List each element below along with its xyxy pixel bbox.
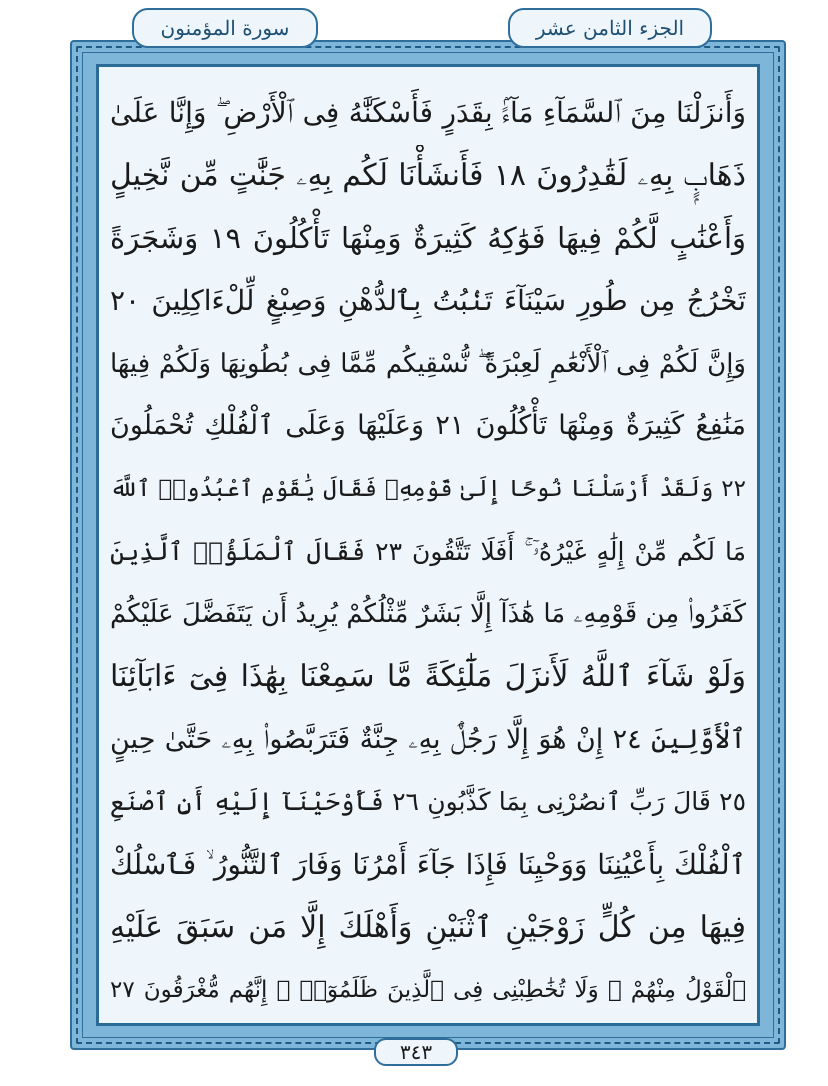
verse-line: ٢٥ قَالَ رَبِّ ٱنصُرْنِى بِمَا كَذَّبُونِ ٢٦ فَأَوْحَيْنَآ إِلَيْهِ أَنِ ٱصْنَعِ: [110, 787, 746, 817]
verse-line: ذَهَابٍۭ بِهِۦ لَقَٰدِرُونَ ١٨ فَأَنشَأْنَا لَكُم بِهِۦ جَنَّٰتٍ مِّن نَّخِيلٍ: [110, 157, 746, 193]
verse-line: وَأَنزَلْنَا مِنَ ٱلسَّمَآءِ مَآءًۢ بِقَدَرٍ فَأَسْكَنَّٰهُ فِى ٱلْأَرْضِ ۖ وَإِنَّا عَلَىٰ: [110, 96, 746, 129]
juz-label: الجزء الثامن عشر: [508, 8, 712, 48]
verse-line: فِيهَا مِن كُلٍّ زَوْجَيْنِ ٱثْنَيْنِ وَأَهْلَكَ إِلَّا مَن سَبَقَ عَلَيْهِ: [110, 909, 746, 945]
verse-lines: [110, 82, 746, 1022]
verse-line: تَخْرُجُ مِن طُورِ سَيْنَآءَ تَنۢبُتُ بِٱلدُّهْنِ وَصِبْغٍ لِّلْءَاكِلِينَ ٢٠: [110, 283, 746, 317]
verse-line: كَفَرُوا۟ مِن قَوْمِهِۦ مَا هَٰذَآ إِلَّا بَشَرٌ مِّثْلُكُمْ يُرِيدُ أَن يَتَفَضَّلَ عَلَيْكُمْ: [110, 599, 746, 630]
verse-line: وَلَوْ شَآءَ ٱللَّهُ لَأَنزَلَ مَلَٰٓئِكَةً مَّا سَمِعْنَا بِهَٰذَا فِىٓ ءَابَآئِنَا: [110, 658, 746, 694]
page-number: ٣٤٣: [374, 1038, 458, 1066]
verse-line: وَإِنَّ لَكُمْ فِى ٱلْأَنْعَٰمِ لَعِبْرَةً ۖ نُّسْقِيكُم مِّمَّا فِى بُطُونِهَا وَلَكُمْ فِيهَا: [110, 348, 746, 379]
verse-line: ٱلْقَوْلُ مِنْهُمْ ۖ وَلَا تُخَٰطِبْنِى فِى ٱلَّذِينَ ظَلَمُوٓا۟ ۖ إِنَّهُم مُّغْرَقُونَ ٢٧: [110, 977, 746, 1004]
verse-line: مَا لَكُم مِّنْ إِلَٰهٍ غَيْرُهُۥٓ ۚ أَفَلَا تَتَّقُونَ ٢٣ فَقَالَ ٱلْمَلَؤُا۟ ٱلَّذِينَ: [110, 536, 746, 566]
verse-line: وَأَعْنَٰبٍ لَّكُمْ فِيهَا فَوَٰكِهُ كَثِيرَةٌ وَمِنْهَا تَأْكُلُونَ ١٩ وَشَجَرَةً: [110, 221, 746, 256]
surah-name-label: سورة المؤمنون: [132, 8, 318, 48]
verse-line: ٱلْفُلْكَ بِأَعْيُنِنَا وَوَحْيِنَا فَإِذَا جَآءَ أَمْرُنَا وَفَارَ ٱلتَّنُّورُ ۙ فَٱسْلُكْ: [110, 847, 746, 881]
verse-line: مَنَٰفِعُ كَثِيرَةٌ وَمِنْهَا تَأْكُلُونَ ٢١ وَعَلَيْهَا وَعَلَى ٱلْفُلْكِ تُحْمَلُونَ: [110, 410, 746, 442]
verse-line: ٱلْأَوَّلِينَ ٢٤ إِنْ هُوَ إِلَّا رَجُلٌۢ بِهِۦ جِنَّةٌ فَتَرَبَّصُوا۟ بِهِۦ حَتَّىٰ حِينٍ: [110, 723, 746, 755]
verse-line: ٢٢ وَلَقَدْ أَرْسَلْنَا نُوحًا إِلَىٰ قَوْمِهِۦ فَقَالَ يَٰقَوْمِ ٱعْبُدُوا۟ ٱللَّهَ: [110, 475, 746, 502]
